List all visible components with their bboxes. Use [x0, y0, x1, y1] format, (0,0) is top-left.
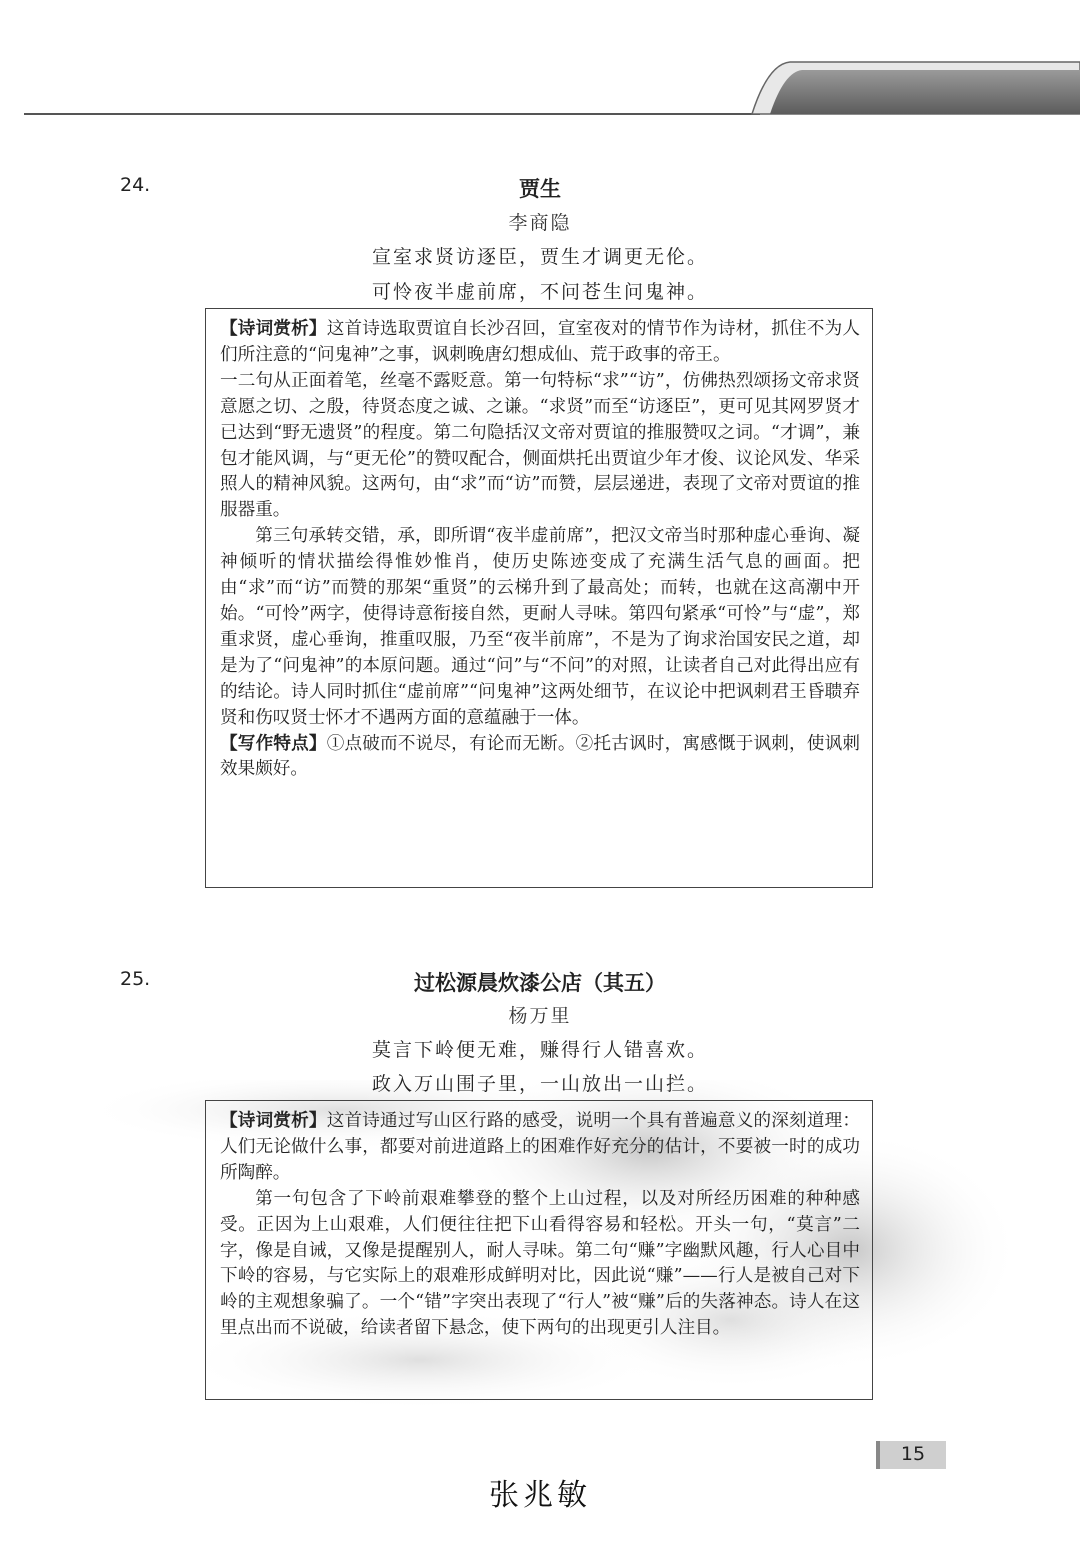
analysis-intro: 这首诗通过写山区行路的感受，说明一个具有普遍意义的深刻道理：人们无论做什么事，都要对前进道路上的困难作好充分的估计，不要被一时的成功所陶醉。: [220, 1111, 860, 1183]
poem-title: 贾生: [519, 177, 561, 201]
analysis-paragraph: 第三句承转交错，承，即所谓“夜半虚前席”，把汉文帝当时那种虚心垂询、凝神倾听的情状描绘得惟妙惟肖，使历史陈迹变成了充满生活气息的画面。把由“求”而“访”而赞的那架“重贤”的云梯升到了最高处；而转，也就在这高潮中开始。“可怜”两字，使得诗意衔接自然，更耐人寻味。第四句紧承“可怜”与“虚”，郑重求贤，虚心垂询，推重叹服，乃至“夜半前席”，不是为了询求治国安民之道，却是为了“问鬼神”的本原问题。通过“问”与“不问”的对照，让读者自己对此得出应有的结论。诗人同时抓住“虚前席”“问鬼神”这两处细节，在议论中把讽刺君王昏聩弃贤和伤叹贤士怀才不遇两方面的意蕴融于一体。: [220, 526, 860, 728]
poem-title: 过松源晨炊漆公店（其五）: [414, 971, 666, 995]
analysis-box: [205, 308, 873, 888]
poem-line: 莫言下岭便无难，赚得行人错喜欢。: [371, 1039, 708, 1061]
writing-text: ①点破而不说尽，有论而无断。②托古讽时，寓感慨于讽刺，使讽刺效果颇好。: [220, 733, 860, 780]
analysis-label: 【诗词赏析】: [220, 319, 327, 339]
poem-line: 政入万山围子里，一山放出一山拦。: [371, 1073, 708, 1095]
analysis-paragraph: 一二句从正面着笔，丝毫不露贬意。第一句特标“求”“访”，仿佛热烈颂扬文帝求贤意愿之切、之殷，待贤态度之诚、之谦。“求贤”而至“访逐臣”，更可见其网罗贤才已达到“野无遗贤”的程度。第二句隐括汉文帝对贾谊的推服赞叹之词。“才调”，兼包才能风调，与“更无伦”的赞叹配合，侧面烘托出贾谊少年才俊、议论风发、华采照人的精神风貌。这两句，由“求”而“访”而赞，层层递进，表现了文帝对贾谊的推服器重。: [220, 370, 860, 521]
poem-author: 李商隐: [508, 212, 572, 234]
analysis-paragraph: 第一句包含了下岭前艰难攀登的整个上山过程，以及对所经历困难的种种感受。正因为上山艰难，人们便往往把下山看得容易和轻松。开头一句，“莫言”二字，像是自诫，又像是提醒别人，耐人寻味。第二句“赚”字幽默风趣，行人心目中下岭的容易，与它实际上的艰难形成鲜明对比，因此说“赚”——行人是被自己对下岭的主观想象骗了。一个“错”字突出表现了“行人”被“赚”后的失落神态。诗人在这里点出而不说破，给读者留下悬念，使下两句的出现更引人注目。: [220, 1188, 860, 1339]
analysis-intro: 这首诗选取贾谊自长沙召回，宣室夜对的情节作为诗材，抓住不为人们所注意的“问鬼神”之事，讽刺晚唐幻想成仙、荒于政事的帝王。: [220, 319, 860, 365]
writing-features-paragraph: [220, 732, 860, 784]
poem-number: 24.: [120, 174, 151, 196]
page-number: 15: [900, 1443, 926, 1465]
poem-line: 可怜夜半虚前席，不问苍生问鬼神。: [371, 281, 708, 303]
analysis-label: 【诗词赏析】: [220, 1111, 327, 1131]
poem-author: 杨万里: [508, 1005, 572, 1027]
page-header-decoration: [0, 0, 1080, 130]
analysis-box: [205, 1100, 873, 1400]
poem-line: 宣室求贤访逐臣，贾生才调更无伦。: [371, 246, 708, 268]
author-signature: 张兆敏: [489, 1478, 591, 1513]
poem-number: 25.: [120, 968, 151, 990]
analysis-intro-paragraph: [220, 317, 860, 369]
page-number-tab: [876, 1441, 946, 1469]
writing-label: 【写作特点】: [220, 733, 327, 754]
analysis-intro-paragraph: [220, 1109, 860, 1187]
